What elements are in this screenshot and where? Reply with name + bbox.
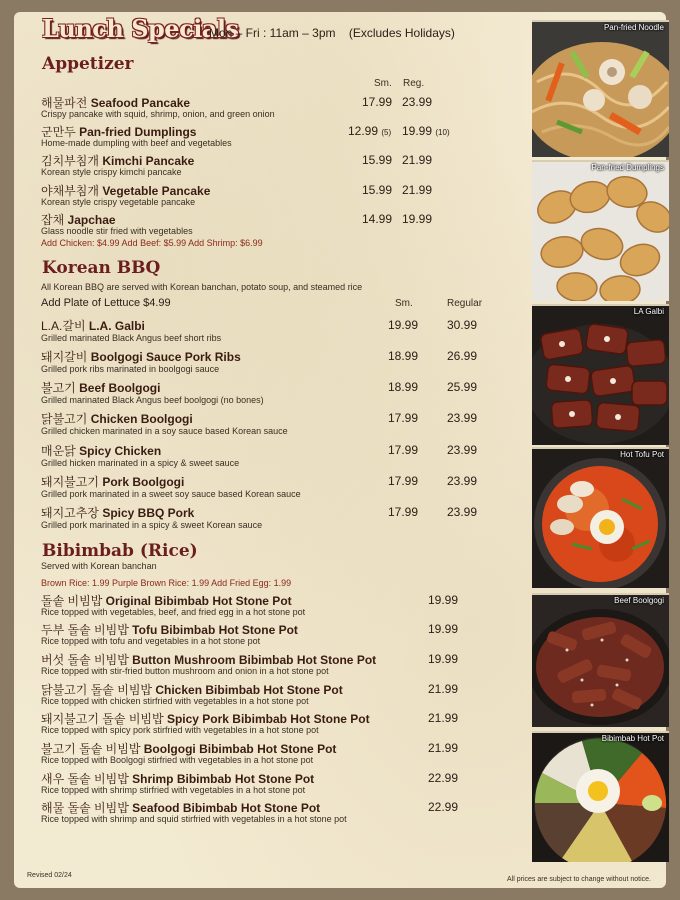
item-english-name: Shrimp Bibimbab Hot Stone Pot: [132, 772, 315, 786]
photo-caption: Hot Tofu Pot: [620, 450, 664, 459]
bbq-price-sm: 17.99: [388, 443, 419, 457]
bbq-item-desc: Grilled marinated Black Angus beef boolgogi (no bones): [41, 395, 264, 405]
item-english-name: Pork Boolgogi: [102, 475, 185, 489]
bibimbab-price: 19.99: [428, 593, 459, 607]
item-korean-name: 닭불고기: [41, 412, 88, 426]
appetizer-item-desc: Korean style crispy vegetable pancake: [41, 197, 196, 207]
item-korean-name: 돼지불고기 돌솥 비빔밥: [41, 712, 164, 726]
bibimbab-item-desc: Rice topped with spicy pork stirfried with vegetables in a hot stone pot: [41, 725, 319, 735]
section-title-appetizer: Appetizer: [42, 54, 134, 74]
section-title-bibimbab: Bibimbab (Rice): [42, 541, 198, 561]
item-korean-name: 잡채: [41, 213, 65, 227]
item-korean-name: 해물 돌솥 비빔밥: [41, 801, 129, 815]
appetizer-addons: Add Chicken: $4.99 Add Beef: $5.99 Add Shrimp: $6.99: [41, 238, 263, 248]
item-korean-name: 돼지불고기: [41, 475, 99, 489]
photo-caption: Pan-fried Noodle: [603, 23, 664, 32]
photo-bibimbab-hot-pot: [532, 731, 669, 862]
bbq-item-name: [41, 410, 193, 427]
item-korean-name: 김치부침개: [41, 154, 99, 168]
bibimbab-price: 22.99: [428, 771, 459, 785]
bbq-item-desc: Grilled chicken marinated in a soy sauce based Korean sauce: [41, 426, 288, 436]
photo-pan-fried-noodle: [532, 20, 669, 157]
appetizer-item-desc: Korean style crispy kimchi pancake: [41, 167, 182, 177]
bbq-price-sm: 18.99: [388, 349, 419, 363]
bbq-price-sm: 17.99: [388, 474, 419, 488]
item-english-name: Chicken Bibimbab Hot Stone Pot: [155, 683, 343, 697]
bbq-col-sm: Sm.: [395, 298, 413, 309]
item-english-name: Tofu Bibimbab Hot Stone Pot: [132, 623, 298, 637]
bibimbab-options: Brown Rice: 1.99 Purple Brown Rice: 1.99 Add Fried Egg: 1.99: [41, 578, 292, 588]
beef-boolgogi-image: [532, 595, 669, 727]
bibimbab-item-desc: Rice topped with shrimp and squid stirfried with vegetables in a hot stone pot: [41, 814, 347, 824]
piece-count: (10): [435, 128, 450, 137]
hours-text: Mon – Fri : 11am – 3pm: [209, 26, 336, 40]
price-value: 12.99: [348, 124, 379, 138]
bibimbab-item-desc: Rice topped with stir-fried button mushroom and onion in a hot stone pot: [41, 666, 329, 676]
photo-beef-boolgogi: [532, 593, 669, 727]
photo-caption: Bibimbab Hot Pot: [601, 734, 664, 743]
item-korean-name: 불고기 돌솥 비빔밥: [41, 742, 141, 756]
appetizer-price-reg: 21.99: [402, 183, 433, 197]
bbq-price-sm: 17.99: [388, 411, 419, 425]
revised-date: Revised 02/24: [27, 872, 72, 879]
bbq-price-reg: 23.99: [447, 411, 478, 425]
item-english-name: Seafood Pancake: [90, 96, 191, 110]
appetizer-col-reg: Reg.: [403, 78, 425, 89]
bbq-price-reg: 23.99: [447, 443, 478, 457]
item-english-name: Japchae: [67, 213, 116, 227]
photo-la-galbi: [532, 304, 669, 445]
bbq-price-reg: 23.99: [447, 505, 478, 519]
item-english-name: Chicken Boolgogi: [90, 412, 193, 426]
item-korean-name: 불고기: [41, 381, 76, 395]
appetizer-price-sm: 14.99: [362, 212, 393, 226]
bbq-price-sm: 19.99: [388, 318, 419, 332]
bibimbab-price: 19.99: [428, 622, 459, 636]
item-korean-name: 두부 돌솥 비빔밥: [41, 623, 129, 637]
bbq-item-desc: Grilled pork marinated in a spicy & sweet Korean sauce: [41, 520, 263, 530]
item-english-name: Seafood Bibimbab Hot Stone Pot: [132, 801, 321, 815]
item-english-name: Pan-fried Dumplings: [79, 125, 197, 139]
item-english-name: Spicy Chicken: [79, 444, 162, 458]
piece-count: (5): [381, 128, 392, 137]
item-korean-name: 버섯 돌솥 비빔밥: [41, 653, 129, 667]
menu-title: Lunch Specials: [42, 14, 239, 43]
bbq-item-desc: Grilled pork marinated in a sweet soy sauce based Korean sauce: [41, 489, 301, 499]
bbq-item-name: [41, 379, 160, 396]
price-value: 19.99: [402, 124, 433, 138]
bibimbab-price: 21.99: [428, 682, 459, 696]
photo-hot-tofu-pot: [532, 447, 669, 588]
bibimbab-hot-pot-image: [532, 733, 669, 862]
bbq-item-name: [41, 317, 145, 334]
item-korean-name: 새우 돌솥 비빔밥: [41, 772, 129, 786]
appetizer-price-sm: 15.99: [362, 153, 393, 167]
bbq-item-desc: Grilled marinated Black Angus beef short ribs: [41, 333, 222, 343]
appetizer-price-reg: 21.99: [402, 153, 433, 167]
bbq-price-sm: 18.99: [388, 380, 419, 394]
item-english-name: Original Bibimbab Hot Stone Pot: [105, 594, 292, 608]
appetizer-price-reg: 23.99: [402, 95, 433, 109]
item-english-name: Spicy BBQ Pork: [102, 506, 195, 520]
bibimbab-subtitle: Served with Korean banchan: [41, 561, 157, 571]
item-english-name: Boolgogi Sauce Pork Ribs: [90, 350, 241, 364]
bbq-item-name: [41, 442, 161, 459]
photo-caption: LA Galbi: [633, 307, 664, 316]
pan-fried-dumplings-image: [532, 162, 669, 301]
item-korean-name: 야채부침개: [41, 184, 99, 198]
bbq-col-regular: Regular: [447, 298, 483, 309]
photo-pan-fried-dumplings: [532, 160, 669, 301]
item-korean-name: 매운닭: [41, 444, 76, 458]
appetizer-price-sm: [348, 124, 391, 138]
bibimbab-item-desc: Rice topped with vegetables, beef, and fried egg in a hot stone pot: [41, 607, 306, 617]
hot-tofu-pot-image: [532, 449, 669, 588]
appetizer-col-sm: Sm.: [374, 78, 392, 89]
bibimbab-item-desc: Rice topped with tofu and vegetables in a hot stone pot: [41, 636, 261, 646]
bibimbab-item-desc: Rice topped with shrimp stirfried with vegetables in a hot stone pot: [41, 785, 306, 795]
item-english-name: Beef Boolgogi: [79, 381, 161, 395]
item-english-name: Boolgogi Bibimbab Hot Stone Pot: [143, 742, 337, 756]
bbq-subtitle: All Korean BBQ are served with Korean banchan, potato soup, and steamed rice: [41, 282, 363, 292]
item-korean-name: 돼지고추장: [41, 506, 99, 520]
item-english-name: Vegetable Pancake: [102, 184, 211, 198]
la-galbi-image: [532, 306, 669, 445]
appetizer-price-sm: 15.99: [362, 183, 393, 197]
item-korean-name: 군만두: [41, 125, 76, 139]
appetizer-item-desc: Crispy pancake with squid, shrimp, onion, and green onion: [41, 109, 275, 119]
bbq-item-name: [41, 473, 184, 490]
bbq-item-name: [41, 348, 241, 365]
bibimbab-price: 22.99: [428, 800, 459, 814]
price-disclaimer: All prices are subject to change without notice.: [507, 876, 651, 883]
pan-fried-noodle-image: [532, 22, 669, 157]
appetizer-item-desc: Home-made dumpling with beef and vegetables: [41, 138, 232, 148]
bibimbab-item-desc: Rice topped with chicken stirfried with vegetables in a hot stone pot: [41, 696, 309, 706]
item-korean-name: L.A.갈비: [41, 319, 86, 333]
photo-caption: Pan-fried Dumplings: [591, 163, 664, 172]
bbq-price-reg: 30.99: [447, 318, 478, 332]
bibimbab-price: 21.99: [428, 741, 459, 755]
item-korean-name: 돼지갈비: [41, 350, 88, 364]
appetizer-price-sm: 17.99: [362, 95, 393, 109]
item-korean-name: 돌솥 비빔밥: [41, 594, 103, 608]
bbq-price-sm: 17.99: [388, 505, 419, 519]
bibimbab-price: 21.99: [428, 711, 459, 725]
bbq-price-reg: 23.99: [447, 474, 478, 488]
item-korean-name: 닭불고기 돌솥 비빔밥: [41, 683, 152, 697]
bibimbab-price: 19.99: [428, 652, 459, 666]
appetizer-price-reg: 19.99: [402, 212, 433, 226]
section-title-korean-bbq: Korean BBQ: [42, 258, 161, 278]
appetizer-item-desc: Glass noodle stir fried with vegetables: [41, 226, 193, 236]
bbq-item-desc: Grilled hicken marinated in a spicy & sweet sauce: [41, 458, 240, 468]
item-english-name: L.A. Galbi: [88, 319, 145, 333]
item-korean-name: 해물파전: [41, 96, 88, 110]
item-english-name: Spicy Pork Bibimbab Hot Stone Pot: [166, 712, 370, 726]
bbq-price-reg: 25.99: [447, 380, 478, 394]
item-english-name: Button Mushroom Bibimbab Hot Stone Pot: [132, 653, 377, 667]
bbq-item-name: [41, 504, 194, 521]
photo-caption: Beef Boolgogi: [614, 596, 664, 605]
holiday-exclusion: (Excludes Holidays): [348, 26, 455, 40]
appetizer-price-reg: [402, 124, 450, 138]
item-english-name: Kimchi Pancake: [102, 154, 195, 168]
bibimbab-item-desc: Rice topped with Boolgogi stirfried with vegetables in a hot stone pot: [41, 755, 314, 765]
bbq-lettuce-addon: Add Plate of Lettuce $4.99: [41, 297, 171, 309]
bbq-item-desc: Grilled pork ribs marinated in boolgogi sauce: [41, 364, 220, 374]
lunch-hours: [209, 26, 455, 40]
bbq-price-reg: 26.99: [447, 349, 478, 363]
